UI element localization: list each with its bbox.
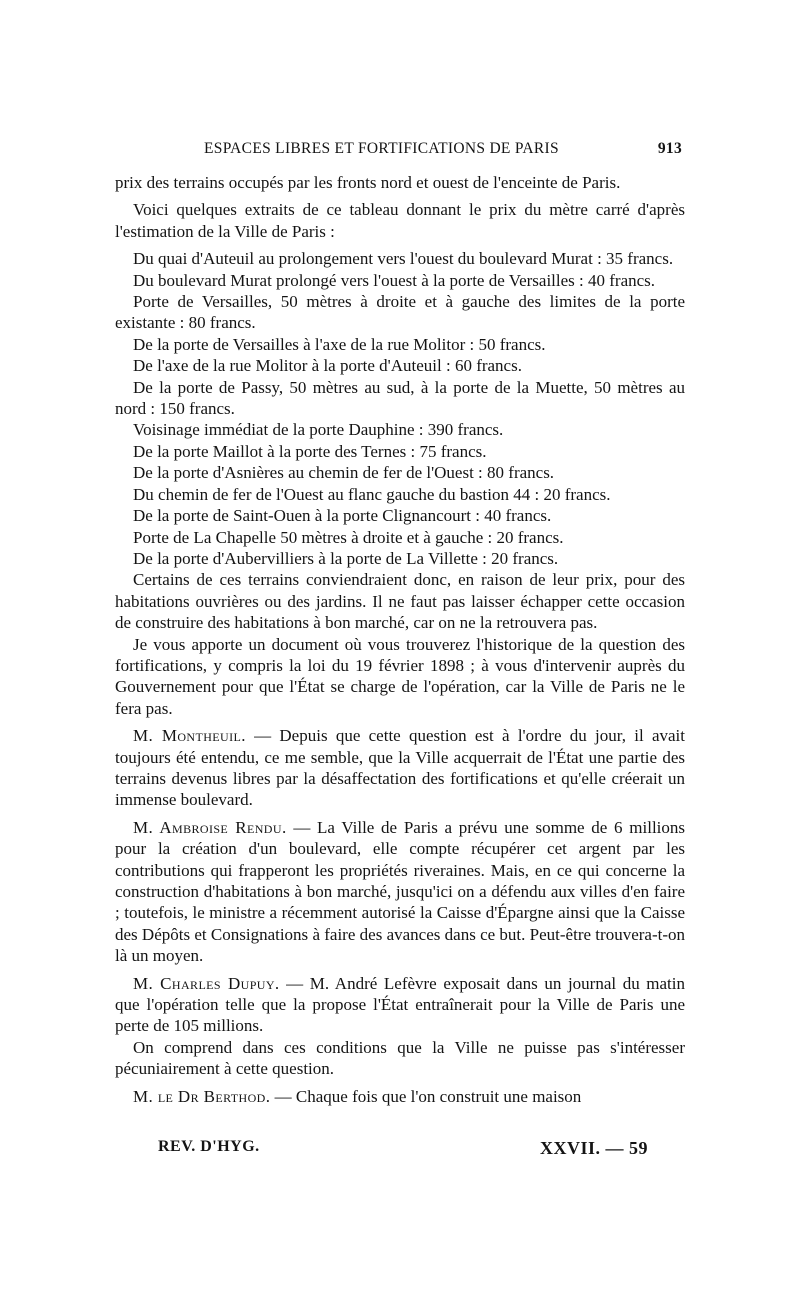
paragraph: Je vous apporte un document où vous trouverez l'historique de la question des fortifications, y compris la loi du 19 février 1898 ; à vous d'intervenir auprès du Gouvernement pour que l'État se charge de l'opération, car la Ville de Paris ne le fera pas. <box>115 634 685 718</box>
paragraph: Voici quelques extraits de ce tableau donnant le prix du mètre carré d'après l'estimation de la Ville de Paris : <box>115 200 685 241</box>
price-entry: De la porte d'Asnières au chemin de fer de l'Ouest : 80 francs. <box>133 463 555 483</box>
price-entry: De la porte d'Aubervilliers à la porte de La Villette : 20 francs. <box>133 548 559 568</box>
paragraph: prix des terrains occupés par les fronts nord et ouest de l'enceinte de Paris. <box>115 173 621 192</box>
speech-text: — Chaque fois que l'on construit une maison <box>270 1086 582 1106</box>
speech-rendu <box>115 817 685 967</box>
price-entry: De la porte de Saint-Ouen à la porte Clignancourt : 40 francs. <box>133 506 552 526</box>
speaker-name: M. Montheuil. <box>133 726 246 746</box>
speaker-name: M. le Dr Berthod. <box>133 1086 271 1106</box>
speech-text: — Depuis que cette question est à l'ordre du jour, il avait toujours été entendu, ce me semble, que la Ville acquerrait de l'État une partie des terrains devenus libres par la désaffectation des fortifications et qu'elle créerait un immense boulevard. <box>115 726 685 810</box>
body-text <box>115 172 685 1107</box>
volume-signature: XXVII. — 59 <box>539 1138 648 1158</box>
speaker-name: M. Charles Dupuy. <box>133 973 280 993</box>
price-entry: De l'axe de la rue Molitor à la porte d'Auteuil : 60 francs. <box>133 356 522 376</box>
paragraph: Certains de ces terrains conviendraient donc, en raison de leur prix, pour des habitations ouvrières ou des jardins. Il ne faut pas laisser échapper cette occasion de construire des habitations à bon marché, car on ne la retrouvera pas. <box>115 570 685 633</box>
price-entry: De la porte de Passy, 50 mètres au sud, à la porte de la Muette, 50 mètres au nord : 150 francs. <box>115 377 685 419</box>
price-entry: Du quai d'Auteuil au prolongement vers l'ouest du boulevard Murat : 35 francs. <box>133 249 674 269</box>
speech-text: — La Ville de Paris a prévu une somme de 6 millions pour la création d'un boulevard, elle compte récupérer cet argent par les contributions qui frapperont les propriétés riveraines. Mais, en ce qui concerne la construction d'habitations à bon marché, jusqu'ici on a défendu aux villes d'en faire ; toutefois, le ministre a récemment autorisé la Caisse d'Épargne ainsi que la Caisse des Dépôts et Consignations à faire des avances dans ce but. Peut-être trouvera-t-on là un moyen. <box>115 817 686 966</box>
price-entry: Du chemin de fer de l'Ouest au flanc gauche du bastion 44 : 20 francs. <box>133 484 611 504</box>
price-entry: Porte de Versailles, 50 mètres à droite et à gauche des limites de la porte existante : 80 francs. <box>115 292 685 333</box>
price-entry: De la porte Maillot à la porte des Ternes : 75 francs. <box>133 441 487 461</box>
page-number: 913 <box>657 140 682 157</box>
speech-text: — M. André Lefèvre exposait dans un journal du matin que l'opération telle que la propose l'État entraînerait pour la Ville de Paris une perte de 105 millions. <box>115 973 686 1036</box>
price-entry: Du boulevard Murat prolongé vers l'ouest à la porte de Versailles : 40 francs. <box>133 270 656 290</box>
journal-signature: REV. D'HYG. <box>158 1138 260 1155</box>
running-title: ESPACES LIBRES ET FORTIFICATIONS DE PARIS <box>204 140 559 157</box>
price-entry: Voisinage immédiat de la porte Dauphine : 390 francs. <box>133 420 504 440</box>
price-entry: De la porte de Versailles à l'axe de la rue Molitor : 50 francs. <box>133 334 546 354</box>
speech-montheuil <box>115 725 685 811</box>
speaker-name: M. Ambroise Rendu. <box>133 817 287 837</box>
paragraph: On comprend dans ces conditions que la Ville ne puisse pas s'intéresser pécuniairement à cette question. <box>115 1037 685 1079</box>
price-entry: Porte de La Chapelle 50 mètres à droite et à gauche : 20 francs. <box>133 527 564 547</box>
speech-berthod <box>115 1086 685 1107</box>
speech-dupuy <box>115 973 685 1037</box>
